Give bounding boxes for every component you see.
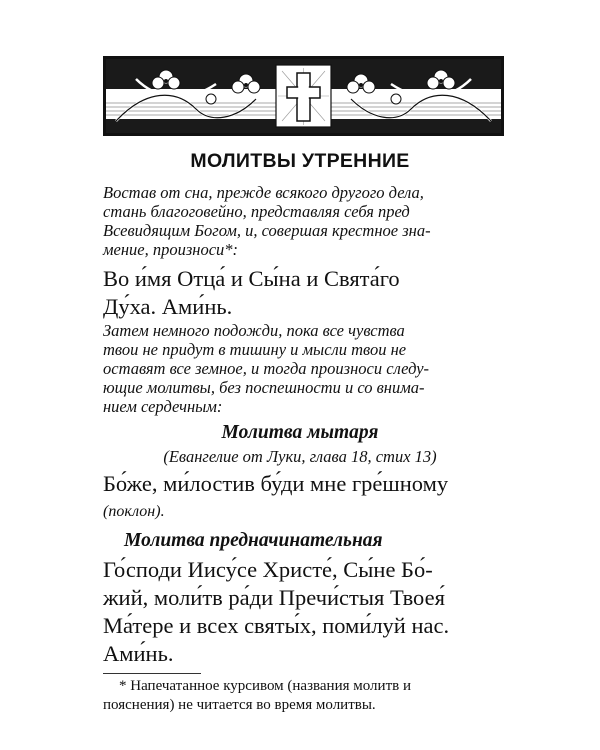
prayer-line: Во и́мя Отца́ и Сы́на и Свята́го [103,266,400,291]
prayer-line: Го́споди Иису́се Христе́, Сы́не Бо́- [103,557,433,582]
prayer-line: Ами́нь. [103,641,174,666]
prayer-line: Ма́тере и всех святы́х, поми́луй нас. [103,613,450,638]
prayer-line: Ду́ха. Ами́нь. [103,294,233,319]
instruction-line: оставят все земное, и тогда произноси следу- [103,359,430,378]
instruction-line: ющие молитвы, без поспешности и со внима- [103,378,425,397]
footnote [103,677,508,715]
prayer-trinity [103,265,508,321]
page-title: МОЛИТВЫ УТРЕННИЕ [190,150,410,172]
intro-line: мение, произноси*: [103,240,239,259]
ornamental-cross-banner-icon [106,59,501,133]
instruction-note [103,321,508,416]
ornamental-banner [103,56,504,136]
prayer-line: жий, моли́тв ра́ди Пречи́стыя Твоея́ [103,585,445,610]
publican-heading: Молитва мытаря [221,422,379,443]
intro-note [103,183,508,259]
prayer-line: Бо́же, ми́лостив бу́ди мне гре́шному [103,471,449,496]
intro-line: стань благоговейно, представляя себя пред [103,202,410,221]
publican-source: (Евангелие от Луки, глава 18, стих 13) [163,447,437,466]
intro-line: Всевидящим Богом, и, совершая крестное зна- [103,221,431,240]
intro-line: Востав от сна, прежде всякого другого дела, [103,183,424,202]
footnote-line: пояснения) не читается во время молитвы. [103,697,376,713]
preliminary-prayer [103,556,508,668]
instruction-line: нием сердечным: [103,397,223,416]
publican-prayer [103,470,508,526]
footnote-divider [103,673,201,674]
preliminary-heading: Молитва предначинательная [124,530,383,551]
bow-note: (поклон). [103,503,165,520]
instruction-line: Затем немного подожди, пока все чувства [103,321,405,340]
instruction-line: твои не придут в тишину и мысли твои не [103,340,407,359]
footnote-line: * Напечатанное курсивом (названия молитв и [119,678,411,694]
